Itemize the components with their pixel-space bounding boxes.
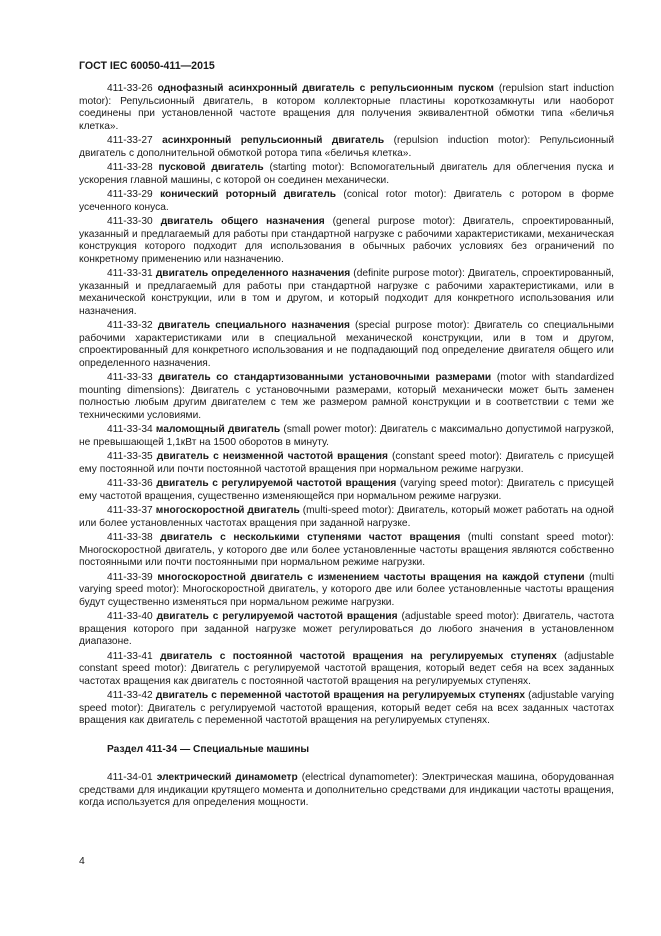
term-code: 411-33-30 (107, 216, 153, 227)
term-entry (79, 611, 614, 649)
term-entry (79, 162, 614, 187)
term-name: двигатель с переменной частотой вращения на регулируемых ступенях (155, 690, 526, 701)
term-definition: (varying speed motor): Двигатель с присущей ему частотой вращения, существенно изменяющейся при нормальном режиме нагрузки. (79, 478, 614, 502)
term-entry (79, 532, 614, 570)
term-name: двигатель с неизменной частотой вращения (156, 451, 388, 462)
term-code: 411-33-28 (107, 162, 153, 173)
term-definition: (repulsion induction motor): Репульсионный двигатель с дополнительной обмоткой ротора типа «беличья клетка». (79, 135, 615, 159)
term-definition: (multi varying speed motor): Многоскоростной двигатель, у которого две или более установленные частоты вращения будут существенно изменяться при нормальном режиме нагрузки. (79, 571, 614, 608)
term-code: 411-33-35 (107, 451, 153, 462)
term-entry (79, 690, 614, 728)
term-name: двигатель со стандартизованными установочными размерами (158, 372, 492, 383)
term-name: пусковой двигатель (158, 162, 264, 173)
term-code: 411-33-38 (107, 532, 153, 543)
term-definition: (starting motor): Вспомогательный двигатель для облегчения пуска и ускорения главной машины, с которой он соединен механически. (79, 162, 614, 186)
term-definition: (definite purpose motor): Двигатель, спроектированный, указанный и предлагаемый для работы при стандартной нагрузке с рабочими характеристиками, или в механической конструкции, или в том и другом, и который подходит для конкретного использования или назначения. (79, 268, 614, 317)
term-code: 411-33-37 (107, 505, 153, 516)
term-entry (79, 478, 614, 503)
page-number: 4 (79, 856, 85, 867)
section-terms-list (79, 772, 614, 810)
term-code: 411-33-39 (107, 571, 153, 583)
term-entry (79, 505, 614, 530)
term-entry (79, 189, 614, 214)
term-definition: (adjustable speed motor): Двигатель, частота вращения которого при заданной нагрузке может регулироваться до любого значения в установленном диапазоне. (79, 611, 614, 647)
term-name: конический роторный двигатель (160, 189, 337, 200)
term-definition: (general purpose motor): Двигатель, спроектированный, указанный и предлагаемый для работы при стандартной нагрузке с рабочими характеристиками, механическая конструкция которого подходит для использования в обычных рабочих условиях без ограничений по конкретному применению или назначению. (79, 216, 614, 265)
term-entry (79, 424, 614, 449)
term-code: 411-33-27 (107, 135, 153, 146)
term-entry (79, 451, 614, 476)
term-entry (79, 135, 614, 160)
term-entry (79, 268, 614, 318)
section-title: Раздел 411-34 — Специальные машины (107, 743, 310, 755)
term-definition: (multi-speed motor): Двигатель, который может работать на одной или более установленных частотах вращения при заданной нагрузке. (79, 505, 614, 529)
term-code: 411-33-33 (107, 372, 153, 383)
term-definition: (conical rotor motor): Двигатель с ротором в форме усеченного конуса. (79, 189, 614, 213)
document-body (79, 83, 614, 812)
term-name: двигатель специального назначения (157, 320, 350, 331)
term-name: двигатель с несколькими ступенями частот вращения (160, 532, 461, 543)
terms-list (79, 83, 614, 728)
term-definition: (small power motor): Двигатель с максимально допустимой нагрузкой, не превышающей 1,1кВт на 1500 оборотов в минуту. (79, 424, 614, 448)
term-code: 411-33-29 (107, 189, 153, 200)
term-name: двигатель с регулируемой частотой вращения (156, 478, 397, 489)
term-code: 411-33-41 (107, 650, 153, 662)
term-entry (79, 772, 614, 810)
term-name: двигатель общего назначения (160, 216, 325, 227)
term-code: 411-33-26 (107, 83, 153, 94)
term-name: двигатель с постоянной частотой вращения на регулируемых ступенях (160, 650, 557, 662)
term-entry (79, 216, 614, 266)
term-code: 411-33-31 (107, 268, 153, 279)
term-name: маломощный двигатель (155, 424, 281, 435)
term-definition: (constant speed motor): Двигатель с присущей ему постоянной или почти постоянной частотой вращения при нормальном режиме нагрузки. (79, 451, 614, 475)
term-definition: (adjustable constant speed motor): Двигатель с регулируемой частотой вращения, который ведет себя на всех заданных частотах вращения как двигатель с постоянной частотой вращения на регулируемых ступенях. (79, 650, 615, 687)
term-name: двигатель определенного назначения (155, 268, 351, 279)
term-definition: (repulsion start induction motor): Репульсионный двигатель, в котором коллекторные пластины короткозамкнуты или наоборот соединены при установленной частоте вращения для получения эквивалентной обмотки типа «беличья клетка». (79, 83, 614, 132)
term-name: асинхронный репульсионный двигатель (162, 135, 385, 146)
term-definition: (multi constant speed motor): Многоскоростной двигатель, у которого две или более установленные частоты вращения являются собственно постоянными или почти постоянными при нормальном режиме нагрузки. (79, 532, 614, 568)
term-name: многоскоростной двигатель с изменением частоты вращения на каждой ступени (157, 571, 585, 583)
term-name: однофазный асинхронный двигатель с репульсионным пуском (157, 83, 494, 94)
term-name: электрический динамометр (156, 772, 298, 783)
term-code: 411-33-40 (107, 611, 153, 622)
term-entry (79, 83, 614, 133)
term-definition: (electrical dynamometer): Электрическая машина, оборудованная средствами для индикации крутящего момента и дополнительно средствами для индикации частоты вращения, когда используется для определения мощности. (79, 772, 614, 808)
term-code: 411-33-36 (107, 478, 153, 489)
term-code: 411-33-34 (107, 424, 153, 435)
term-entry (79, 572, 614, 610)
term-name: двигатель с регулируемой частотой вращения (156, 611, 398, 622)
term-code: 411-33-32 (107, 320, 153, 331)
term-entry (79, 651, 614, 689)
term-definition: (motor with standardized mounting dimensions): Двигатель с установочными размерами, который механически может быть заменен полностью любым другим двигателем с тем же размером рамной конструкции и в соответствии с теми же техническими условиями. (79, 372, 614, 421)
term-entry (79, 320, 614, 370)
term-code: 411-34-01 (107, 772, 153, 783)
term-name: многоскоростной двигатель (155, 505, 300, 516)
term-entry (79, 372, 614, 422)
document-header: ГОСТ IEC 60050-411—2015 (79, 60, 215, 72)
term-code: 411-33-42 (107, 690, 153, 701)
term-definition: (special purpose motor): Двигатель со специальными рабочими характеристиками или в специальной механической конструкции, или в том и другом, спроектированный для конкретного использования и не подпадающий под определение двигателя общего или определенного назначения. (79, 320, 614, 369)
term-definition: (adjustable varying speed motor): Двигатель с регулируемой частотой вращения, который ведет себя на всех заданных частотах вращения как двигатель с переменной частотой вращения на регулируемых ступенях. (79, 690, 615, 726)
